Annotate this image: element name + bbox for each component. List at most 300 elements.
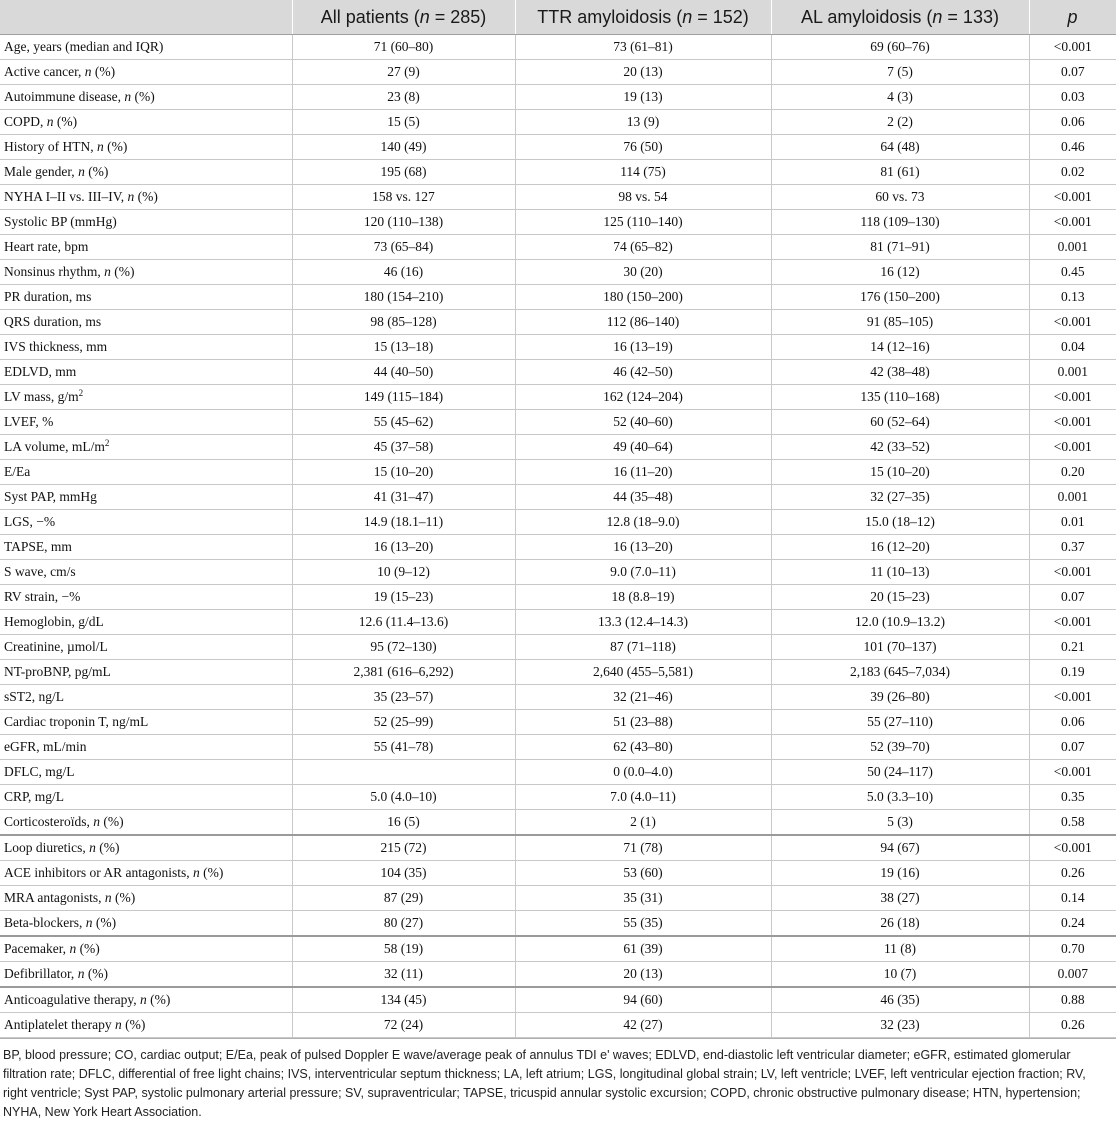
cell-al: 10 (7) <box>771 962 1029 988</box>
table-row <box>0 160 1116 185</box>
cell-all-patients: 149 (115–184) <box>292 385 515 410</box>
cell-al: 19 (16) <box>771 861 1029 886</box>
header-al-amyloidosis <box>771 0 1029 35</box>
row-label <box>0 660 292 685</box>
row-label-text: LVEF, % <box>4 414 54 430</box>
row-label-italic: n <box>84 64 92 80</box>
row-label-text: Syst PAP, mmHg <box>4 489 97 505</box>
cell-all-patients <box>292 760 515 785</box>
row-label-text: NYHA I–II vs. III–IV, <box>4 189 128 205</box>
cell-ttr: 49 (40–64) <box>515 435 771 460</box>
table-row <box>0 835 1116 861</box>
cell-p-value: <0.001 <box>1029 385 1116 410</box>
header-text-suffix: = 285) <box>429 6 487 27</box>
cell-al: 2 (2) <box>771 110 1029 135</box>
row-label <box>0 310 292 335</box>
header-row <box>0 0 1116 35</box>
row-label <box>0 710 292 735</box>
cell-p-value: 0.06 <box>1029 710 1116 735</box>
table-row <box>0 210 1116 235</box>
cell-al: 101 (70–137) <box>771 635 1029 660</box>
row-label-italic: n <box>78 164 85 180</box>
cell-al: 7 (5) <box>771 60 1029 85</box>
table-row <box>0 685 1116 710</box>
cell-p-value: 0.001 <box>1029 235 1116 260</box>
cell-al: 14 (12–16) <box>771 335 1029 360</box>
row-label-superscript: 2 <box>104 438 110 449</box>
row-label-text: Anticoagulative therapy, <box>4 992 140 1008</box>
table-row <box>0 911 1116 937</box>
cell-all-patients: 104 (35) <box>292 861 515 886</box>
cell-p-value: 0.001 <box>1029 360 1116 385</box>
row-label <box>0 635 292 660</box>
cell-al: 15 (10–20) <box>771 460 1029 485</box>
row-label-text: Age, years (median and IQR) <box>4 39 164 55</box>
row-label-text: DFLC, mg/L <box>4 764 75 780</box>
cell-all-patients: 55 (41–78) <box>292 735 515 760</box>
row-label <box>0 460 292 485</box>
cell-all-patients: 16 (13–20) <box>292 535 515 560</box>
header-p-value <box>1029 0 1116 35</box>
row-label-suffix: (%) <box>103 139 128 155</box>
row-label <box>0 385 292 410</box>
cell-al: 94 (67) <box>771 835 1029 861</box>
cell-all-patients: 14.9 (18.1–11) <box>292 510 515 535</box>
row-label-italic: n <box>93 814 100 830</box>
row-label-suffix: (%) <box>131 89 155 105</box>
table-row <box>0 535 1116 560</box>
cell-p-value: 0.07 <box>1029 585 1116 610</box>
cell-ttr: 180 (150–200) <box>515 285 771 310</box>
row-label-suffix: (%) <box>111 890 136 906</box>
row-label-suffix: (%) <box>84 164 109 180</box>
row-label <box>0 1013 292 1038</box>
row-label <box>0 360 292 385</box>
cell-p-value: 0.24 <box>1029 911 1116 937</box>
header-text: All patients ( <box>320 6 420 27</box>
row-label-text: Male gender, <box>4 164 79 180</box>
cell-al: 38 (27) <box>771 886 1029 911</box>
cell-al: 176 (150–200) <box>771 285 1029 310</box>
row-label-text: PR duration, ms <box>4 289 92 305</box>
cell-all-patients: 45 (37–58) <box>292 435 515 460</box>
row-label-text: RV strain, −% <box>4 589 81 605</box>
table-row <box>0 35 1116 60</box>
row-label <box>0 285 292 310</box>
row-label <box>0 35 292 60</box>
cell-al: 55 (27–110) <box>771 710 1029 735</box>
table-row <box>0 135 1116 160</box>
row-label-text: Loop diuretics, <box>4 840 90 856</box>
cell-p-value: 0.70 <box>1029 936 1116 962</box>
cell-al: 5 (3) <box>771 810 1029 836</box>
row-label-text: Pacemaker, <box>4 941 70 957</box>
cell-ttr: 9.0 (7.0–11) <box>515 560 771 585</box>
row-label-text: Nonsinus rhythm, <box>4 264 105 280</box>
cell-all-patients: 10 (9–12) <box>292 560 515 585</box>
table-row <box>0 485 1116 510</box>
row-label-text: Autoimmune disease, <box>4 89 125 105</box>
cell-al: 39 (26–80) <box>771 685 1029 710</box>
cell-ttr: 125 (110–140) <box>515 210 771 235</box>
table-row <box>0 660 1116 685</box>
cell-al: 64 (48) <box>771 135 1029 160</box>
cell-al: 60 (52–64) <box>771 410 1029 435</box>
row-label-italic: n <box>85 915 93 931</box>
row-label <box>0 260 292 285</box>
cell-all-patients: 140 (49) <box>292 135 515 160</box>
table-row <box>0 635 1116 660</box>
cell-all-patients: 180 (154–210) <box>292 285 515 310</box>
cell-al: 32 (27–35) <box>771 485 1029 510</box>
cell-p-value: <0.001 <box>1029 185 1116 210</box>
cell-ttr: 55 (35) <box>515 911 771 937</box>
row-label <box>0 685 292 710</box>
cell-al: 15.0 (18–12) <box>771 510 1029 535</box>
cell-p-value: <0.001 <box>1029 210 1116 235</box>
table-row <box>0 585 1116 610</box>
cell-p-value: 0.21 <box>1029 635 1116 660</box>
table-row <box>0 235 1116 260</box>
row-label-italic: n <box>104 264 111 280</box>
row-label-text: TAPSE, mm <box>4 539 72 555</box>
row-label <box>0 861 292 886</box>
header-text: TTR amyloidosis ( <box>537 6 683 27</box>
cell-all-patients: 5.0 (4.0–10) <box>292 785 515 810</box>
row-label <box>0 485 292 510</box>
cell-ttr: 76 (50) <box>515 135 771 160</box>
row-label-suffix: (%) <box>146 992 171 1008</box>
header-italic-text: n <box>682 6 693 27</box>
row-label <box>0 210 292 235</box>
cell-al: 20 (15–23) <box>771 585 1029 610</box>
cell-ttr: 73 (61–81) <box>515 35 771 60</box>
cell-all-patients: 71 (60–80) <box>292 35 515 60</box>
row-label-text: Creatinine, µmol/L <box>4 639 108 655</box>
cell-p-value: 0.13 <box>1029 285 1116 310</box>
row-label-text: IVS thickness, mm <box>4 339 108 355</box>
table-row <box>0 60 1116 85</box>
cell-all-patients: 98 (85–128) <box>292 310 515 335</box>
row-label-suffix: (%) <box>100 814 124 830</box>
row-label-suffix: (%) <box>91 64 116 80</box>
row-label <box>0 185 292 210</box>
row-label-italic: n <box>139 992 147 1008</box>
cell-ttr: 71 (78) <box>515 835 771 861</box>
row-label-italic: n <box>46 114 54 130</box>
row-label-text: QRS duration, ms <box>4 314 102 330</box>
cell-p-value: 0.26 <box>1029 861 1116 886</box>
table-row <box>0 385 1116 410</box>
row-label-text: sST2, ng/L <box>4 689 65 705</box>
cell-all-patients: 52 (25–99) <box>292 710 515 735</box>
cell-all-patients: 23 (8) <box>292 85 515 110</box>
cell-ttr: 94 (60) <box>515 987 771 1013</box>
cell-all-patients: 134 (45) <box>292 987 515 1013</box>
table-bottom-rule <box>0 1038 1116 1039</box>
row-label-italic: n <box>104 890 112 906</box>
cell-al: 60 vs. 73 <box>771 185 1029 210</box>
cell-ttr: 2 (1) <box>515 810 771 836</box>
cell-ttr: 12.8 (18–9.0) <box>515 510 771 535</box>
table-row <box>0 886 1116 911</box>
cell-al: 16 (12–20) <box>771 535 1029 560</box>
cell-ttr: 87 (71–118) <box>515 635 771 660</box>
row-label-suffix: (%) <box>134 189 158 205</box>
cell-ttr: 112 (86–140) <box>515 310 771 335</box>
cell-p-value: <0.001 <box>1029 310 1116 335</box>
table-row <box>0 610 1116 635</box>
cell-ttr: 7.0 (4.0–11) <box>515 785 771 810</box>
row-label <box>0 535 292 560</box>
table-row <box>0 335 1116 360</box>
row-label <box>0 85 292 110</box>
cell-all-patients: 73 (65–84) <box>292 235 515 260</box>
cell-ttr: 62 (43–80) <box>515 735 771 760</box>
cell-all-patients: 15 (5) <box>292 110 515 135</box>
cell-al: 52 (39–70) <box>771 735 1029 760</box>
row-label-text: LA volume, mL/m <box>4 439 105 455</box>
cell-all-patients: 46 (16) <box>292 260 515 285</box>
cell-ttr: 20 (13) <box>515 962 771 988</box>
cell-p-value: 0.007 <box>1029 962 1116 988</box>
row-label-text: Antiplatelet therapy <box>4 1017 115 1033</box>
cell-p-value: 0.88 <box>1029 987 1116 1013</box>
cell-all-patients: 58 (19) <box>292 936 515 962</box>
row-label-text: COPD, <box>4 114 47 130</box>
table-body <box>0 35 1116 1038</box>
table-row <box>0 560 1116 585</box>
cell-p-value: <0.001 <box>1029 35 1116 60</box>
header-ttr-amyloidosis <box>515 0 771 35</box>
cell-ttr: 162 (124–204) <box>515 385 771 410</box>
cell-al: 42 (33–52) <box>771 435 1029 460</box>
cell-p-value: <0.001 <box>1029 835 1116 861</box>
row-label <box>0 835 292 861</box>
cell-p-value: 0.06 <box>1029 110 1116 135</box>
table-row <box>0 710 1116 735</box>
cell-ttr: 114 (75) <box>515 160 771 185</box>
cell-all-patients: 35 (23–57) <box>292 685 515 710</box>
row-label-suffix: (%) <box>53 114 78 130</box>
row-label-suffix: (%) <box>110 264 135 280</box>
cell-ttr: 53 (60) <box>515 861 771 886</box>
table-row <box>0 810 1116 836</box>
row-label-text: Cardiac troponin T, ng/mL <box>4 714 149 730</box>
cell-ttr: 35 (31) <box>515 886 771 911</box>
row-label <box>0 410 292 435</box>
cell-al: 50 (24–117) <box>771 760 1029 785</box>
row-label-text: NT-proBNP, pg/mL <box>4 664 111 680</box>
table-row <box>0 85 1116 110</box>
row-label-text: S wave, cm/s <box>4 564 76 580</box>
row-label-suffix: (%) <box>84 966 109 982</box>
cell-ttr: 13.3 (12.4–14.3) <box>515 610 771 635</box>
table-row <box>0 962 1116 988</box>
row-label <box>0 335 292 360</box>
row-label <box>0 810 292 836</box>
cell-al: 42 (38–48) <box>771 360 1029 385</box>
row-label <box>0 510 292 535</box>
header-all-patients <box>292 0 515 35</box>
row-label-text: History of HTN, <box>4 139 97 155</box>
cell-all-patients: 2,381 (616–6,292) <box>292 660 515 685</box>
cell-all-patients: 195 (68) <box>292 160 515 185</box>
cell-p-value: <0.001 <box>1029 760 1116 785</box>
table-row <box>0 360 1116 385</box>
row-label-suffix: (%) <box>199 865 224 881</box>
table-row <box>0 510 1116 535</box>
cell-al: 118 (109–130) <box>771 210 1029 235</box>
cell-al: 11 (8) <box>771 936 1029 962</box>
row-label-italic: n <box>77 966 85 982</box>
table-row <box>0 936 1116 962</box>
cell-all-patients: 16 (5) <box>292 810 515 836</box>
cell-p-value: 0.001 <box>1029 485 1116 510</box>
table-row <box>0 735 1116 760</box>
row-label-italic: n <box>127 189 135 205</box>
table-row <box>0 285 1116 310</box>
row-label-text: Corticosteroïds, <box>4 814 94 830</box>
row-label-italic: n <box>97 139 104 155</box>
row-label-text: Defibrillator, <box>4 966 78 982</box>
cell-p-value: 0.35 <box>1029 785 1116 810</box>
row-label-text: eGFR, mL/min <box>4 739 87 755</box>
row-label <box>0 235 292 260</box>
table-row <box>0 185 1116 210</box>
cell-ttr: 46 (42–50) <box>515 360 771 385</box>
cell-all-patients: 72 (24) <box>292 1013 515 1038</box>
row-label <box>0 760 292 785</box>
cell-p-value: 0.45 <box>1029 260 1116 285</box>
cell-al: 11 (10–13) <box>771 560 1029 585</box>
row-label-text: Heart rate, bpm <box>4 239 89 255</box>
cell-al: 5.0 (3.3–10) <box>771 785 1029 810</box>
row-label-italic: n <box>69 941 77 957</box>
cell-p-value: <0.001 <box>1029 685 1116 710</box>
row-label <box>0 886 292 911</box>
table-footnote: BP, blood pressure; CO, cardiac output; E/Ea, peak of pulsed Doppler E wave/average peak of annulus TDI e' waves; EDLVD, end-diastolic left ventricular diameter; eGFR, estimated glomerular filtration rate; DFLC, differential of free light chains; IVS, interventricular septum thickness; LA, left atrium; LGS, longitudinal global strain; LV, left ventricle; LVEF, left ventricular ejection fraction; RV, right ventricle; Syst PAP, systolic pulmonary arterial pressure; SV, supraventricular; TAPSE, tricuspid annular systolic excursion; COPD, chronic obstructive pulmonary disease; HTN, hypertension; NYHA, New York Heart Association. <box>3 1048 1086 1119</box>
row-label-italic: n <box>124 89 132 105</box>
cell-al: 91 (85–105) <box>771 310 1029 335</box>
cell-p-value: 0.19 <box>1029 660 1116 685</box>
table-row <box>0 435 1116 460</box>
cell-ttr: 2,640 (455–5,581) <box>515 660 771 685</box>
cell-ttr: 16 (13–19) <box>515 335 771 360</box>
row-label-text: LGS, −% <box>4 514 56 530</box>
cell-p-value: 0.46 <box>1029 135 1116 160</box>
cell-ttr: 32 (21–46) <box>515 685 771 710</box>
cell-ttr: 0 (0.0–4.0) <box>515 760 771 785</box>
row-label <box>0 585 292 610</box>
cell-al: 135 (110–168) <box>771 385 1029 410</box>
cell-all-patients: 158 vs. 127 <box>292 185 515 210</box>
cell-p-value: 0.02 <box>1029 160 1116 185</box>
cell-p-value: <0.001 <box>1029 435 1116 460</box>
cell-all-patients: 120 (110–138) <box>292 210 515 235</box>
header-italic-text: n <box>932 6 943 27</box>
row-label-suffix: (%) <box>76 941 100 957</box>
header-text-suffix: = 152) <box>692 6 749 27</box>
cell-all-patients: 87 (29) <box>292 886 515 911</box>
cell-all-patients: 80 (27) <box>292 911 515 937</box>
cell-al: 46 (35) <box>771 987 1029 1013</box>
row-label-italic: n <box>89 840 96 856</box>
cell-al: 26 (18) <box>771 911 1029 937</box>
cell-al: 16 (12) <box>771 260 1029 285</box>
cell-all-patients: 27 (9) <box>292 60 515 85</box>
row-label <box>0 435 292 460</box>
table-row <box>0 410 1116 435</box>
cell-ttr: 16 (11–20) <box>515 460 771 485</box>
table-row <box>0 460 1116 485</box>
row-label <box>0 110 292 135</box>
cell-all-patients: 19 (15–23) <box>292 585 515 610</box>
header-text-suffix: = 133) <box>942 6 999 27</box>
row-label <box>0 962 292 988</box>
table-row <box>0 861 1116 886</box>
cell-p-value: 0.26 <box>1029 1013 1116 1038</box>
cell-ttr: 52 (40–60) <box>515 410 771 435</box>
row-label-superscript: 2 <box>78 388 84 399</box>
cell-p-value: 0.07 <box>1029 735 1116 760</box>
cell-p-value: 0.04 <box>1029 335 1116 360</box>
cell-all-patients: 41 (31–47) <box>292 485 515 510</box>
cell-ttr: 19 (13) <box>515 85 771 110</box>
row-label-text: LV mass, g/m <box>4 389 79 405</box>
row-label-italic: n <box>114 1017 122 1033</box>
cell-al: 69 (60–76) <box>771 35 1029 60</box>
cell-p-value: 0.20 <box>1029 460 1116 485</box>
cell-al: 32 (23) <box>771 1013 1029 1038</box>
cell-p-value: 0.37 <box>1029 535 1116 560</box>
table-row <box>0 1013 1116 1038</box>
row-label-suffix: (%) <box>121 1017 146 1033</box>
cell-ttr: 16 (13–20) <box>515 535 771 560</box>
cell-all-patients: 15 (10–20) <box>292 460 515 485</box>
row-label-text: Hemoglobin, g/dL <box>4 614 104 630</box>
header-label-column <box>0 0 292 35</box>
cell-all-patients: 55 (45–62) <box>292 410 515 435</box>
row-label-text: EDLVD, mm <box>4 364 77 380</box>
cell-al: 81 (61) <box>771 160 1029 185</box>
row-label <box>0 60 292 85</box>
cell-al: 12.0 (10.9–13.2) <box>771 610 1029 635</box>
cell-ttr: 74 (65–82) <box>515 235 771 260</box>
header-italic-text: n <box>419 6 430 27</box>
row-label <box>0 936 292 962</box>
cell-ttr: 30 (20) <box>515 260 771 285</box>
row-label <box>0 160 292 185</box>
cell-ttr: 42 (27) <box>515 1013 771 1038</box>
header-text: AL amyloidosis ( <box>801 6 933 27</box>
table-header <box>0 0 1116 35</box>
row-label-text: ACE inhibitors or AR antagonists, <box>4 865 193 881</box>
row-label <box>0 785 292 810</box>
cell-all-patients: 32 (11) <box>292 962 515 988</box>
row-label <box>0 735 292 760</box>
cell-all-patients: 215 (72) <box>292 835 515 861</box>
cell-p-value: <0.001 <box>1029 610 1116 635</box>
cell-p-value: <0.001 <box>1029 410 1116 435</box>
cell-p-value: 0.01 <box>1029 510 1116 535</box>
cell-all-patients: 15 (13–18) <box>292 335 515 360</box>
row-label <box>0 135 292 160</box>
cell-all-patients: 12.6 (11.4–13.6) <box>292 610 515 635</box>
cell-ttr: 20 (13) <box>515 60 771 85</box>
cell-al: 4 (3) <box>771 85 1029 110</box>
cell-p-value: 0.14 <box>1029 886 1116 911</box>
